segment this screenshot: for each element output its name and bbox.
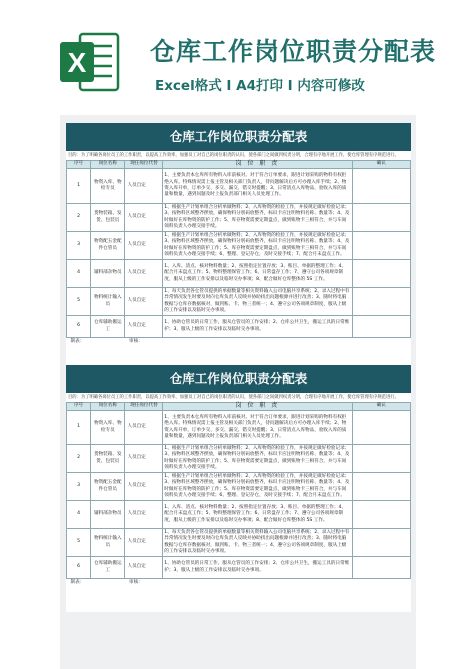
sign-row [67, 579, 411, 588]
sheet-page-1 [66, 123, 411, 376]
banner [0, 0, 474, 104]
row-duty: 1、入库、清点、核对物料数量；2、按照指定位置存放；3、账目、单据的整理工作；4、配合月末盘点工作；5、物料整理保管工作；6、日常盘存工作；7、遵守公司各项规章制度，服从上级的工作安排以及临时交办事项；8、配合做好仓库整体的 5S 工作。 [163, 260, 352, 288]
row-position: 物资配五金配件仓管员 [91, 232, 125, 260]
header-confirm: 确认 [352, 161, 411, 169]
row-position: 物资配五金配件仓管员 [91, 473, 125, 501]
row-num: 4 [67, 260, 91, 288]
row-confirm[interactable] [352, 204, 411, 232]
table-row [67, 529, 411, 557]
row-duty: 1、入库、清点、核对物料数量；2、按照指定位置存放；3、账目、单据的整理工作；4、配合月末盘点工作；5、物料整理保管工作；6、日常盘存工作；7、遵守公司各项规章制度，服从上级的工作安排以及临时交办事项；8、配合做好仓库整体的 5S 工作。 [163, 501, 352, 529]
row-dept: 人员自定 [125, 501, 163, 529]
row-dept: 人员自定 [125, 232, 163, 260]
row-confirm[interactable] [352, 316, 411, 338]
row-num: 1 [67, 411, 91, 445]
sheet-title: 仓库工作岗位职责分配表 [66, 365, 411, 393]
row-duty: 1、协助仓管员的日常工作，服从仓管员的工作安排；2、仓库公共卫生，搬运工具的日常维护；3、服从上级的工作安排以及临时交办事项。 [163, 557, 352, 579]
row-position: 物资入库、物检专员 [91, 169, 125, 204]
row-dept: 人员自定 [125, 411, 163, 445]
header-confirm: 确认 [352, 403, 411, 411]
row-dept: 人员自定 [125, 204, 163, 232]
row-confirm[interactable] [352, 501, 411, 529]
row-position: 辅料部杂物员 [91, 260, 125, 288]
row-dept: 人员自定 [125, 529, 163, 557]
sign-row [67, 338, 411, 347]
row-position: 货物装箱、发货、包装员 [91, 204, 125, 232]
row-confirm[interactable] [352, 232, 411, 260]
row-duty: 1、每天负责各仓管员提供的单据数量等相关资料输入公司电脑共享系统；2、录入过程中有异常情况发生时要及时向仓库负责人反映并协助找出问题根源并进行改善；3、随时将电脑数据与仓库存数据核对，做到账、卡、物三者统一；4、遵守公司各项规章制度，服从上级的工作安排以及临时交办事项。 [163, 288, 352, 316]
maker-label: 制表： [70, 339, 85, 345]
header-num: 序号 [67, 403, 91, 411]
row-position: 物资入库、物检专员 [91, 411, 125, 445]
header-position: 岗位名称 [91, 403, 125, 411]
row-duty: 1、主要负责本仓库所有物料入库前核对。对于符合订单要求，跟进计划采购的物料有权拒绝入库。特殊情况需上报主管及相关部门负责人，待问题解决后方可办理入库手续；2、物资入库开单，订单少交、多交、漏交、错交时提醒；3、日常清点入库物品，验收入库的质量和数量，遇到问题及时上报负责部门相关人员处理工作。 [163, 411, 352, 445]
row-position: 物料统计输入员 [91, 288, 125, 316]
row-duty: 1、根据生产计划单组合分析单做物料；2、入库物资的检验工作，并按规定做好检验记录；3、按物料区域整齐摆放，确保物料分别码放整齐，标识卡应注明物料名称、数量等；4、及时做好在库物资的防护工作；5、库存物资需要定期盘点，做到账物卡三相符合，并与车间领料负责人办理交接手续。 [163, 204, 352, 232]
table-row [67, 501, 411, 529]
row-position: 仓库辅助搬运工 [91, 316, 125, 338]
reviewer-label: 审核： [128, 339, 143, 345]
banner-subtitle: Excel格式 I A4打印 I 内容可修改 [155, 78, 365, 94]
row-duty: 1、根据生产计划单组合分析单做物料；2、入库物资的检验工作，并按规定做好检验记录；3、按物料区域整齐摆放，确保物料分别码放整齐，标识卡应注明物料名称、数量等；4、及时做好在库物资的防护工作；5、库存物资需要定期盘点，做到账物卡三相符合，并与车间领料负责人办理交接手续。 [163, 445, 352, 473]
reviewer-label: 审核： [128, 580, 143, 586]
row-dept: 人员自定 [125, 557, 163, 579]
header-dept: 现任岗位代替 [125, 161, 163, 169]
row-confirm[interactable] [352, 445, 411, 473]
row-dept: 人员自定 [125, 260, 163, 288]
sheet-title: 仓库工作岗位职责分配表 [66, 123, 411, 151]
duty-table [66, 402, 411, 588]
row-dept: 人员自定 [125, 473, 163, 501]
row-dept: 人员自定 [125, 445, 163, 473]
banner-title: 仓库工作岗位职责分配表 [150, 37, 437, 66]
row-duty: 1、根据生产计划单组合分析单做物料；2、入库物资的检验工作，并按规定做好检验记录；3、按物料区域整齐摆放，确保物料分别码放整齐，标识卡应注明物料名称、数量等；4、及时做好在库物资的防护工作；5、库存物资需要定期盘点，做到账物卡三相符合，并与车间领料负责人办理交接手续；6、整理、登记存仓，及时交接手续；7、配合月末盘点工作。 [163, 473, 352, 501]
row-dept: 人员自定 [125, 169, 163, 204]
row-duty: 1、主要负责本仓库所有物料入库前核对。对于符合订单要求，跟进计划采购的物料有权拒绝入库。特殊情况需上报主管及相关部门负责人，待问题解决后方可办理入库手续；2、物资入库开单，订单少交、多交、漏交、错交时提醒；3、日常清点入库物品，验收入库的质量和数量，遇到问题及时上报负责部门相关人员处理工作。 [163, 169, 352, 204]
row-position: 仓库辅助搬运工 [91, 557, 125, 579]
header-position: 岗位名称 [91, 161, 125, 169]
table-row [67, 204, 411, 232]
row-num: 2 [67, 445, 91, 473]
header-duty: 岗 位 职 责 [163, 161, 352, 169]
row-num: 6 [67, 316, 91, 338]
row-num: 4 [67, 501, 91, 529]
excel-icon [58, 30, 120, 94]
row-duty: 1、根据生产计划单组合分析单做物料；2、入库物资的检验工作，并按规定做好检验记录；3、按物料区域整齐摆放，确保物料分别码放整齐，标识卡应注明物料名称、数量等；4、及时做好在库物资的防护工作；5、库存物资需要定期盘点，做到账物卡三相符合，并与车间领料负责人办理交接手续；6、整理、登记存仓，及时交接手续；7、配合月末盘点工作。 [163, 232, 352, 260]
row-confirm[interactable] [352, 557, 411, 579]
header-num: 序号 [67, 161, 91, 169]
row-confirm[interactable] [352, 169, 411, 204]
row-position: 辅料部杂物员 [91, 501, 125, 529]
table-row [67, 473, 411, 501]
table-row [67, 411, 411, 445]
header-duty: 岗 位 职 责 [163, 403, 352, 411]
row-confirm[interactable] [352, 411, 411, 445]
svg-text:X: X [67, 47, 87, 78]
table-row [67, 260, 411, 288]
row-confirm[interactable] [352, 473, 411, 501]
row-dept: 人员自定 [125, 316, 163, 338]
table-row [67, 232, 411, 260]
table-header-row [67, 403, 411, 411]
sheet-purpose: 目的：为了明确各岗位员工的工作职责，以提高工作效率，加强员工对自己的岗位职责的认识，使各部门之间做到权责分明，合理有序地开展工作，使仓库管理有序规范进行。 [68, 153, 399, 158]
row-num: 2 [67, 204, 91, 232]
row-duty: 1、每天负责各仓管员提供的单据数量等相关资料输入公司电脑共享系统；2、录入过程中有异常情况发生时要及时向仓库负责人反映并协助找出问题根源并进行改善；3、随时将电脑数据与仓库存数据核对，做到账、卡、物三者统一；4、遵守公司各项规章制度，服从上级的工作安排以及临时交办事项。 [163, 529, 352, 557]
sheet-page-2 [66, 365, 411, 612]
row-position: 物料统计输入员 [91, 529, 125, 557]
table-row [67, 288, 411, 316]
row-confirm[interactable] [352, 260, 411, 288]
row-dept: 人员自定 [125, 288, 163, 316]
row-num: 5 [67, 529, 91, 557]
row-num: 1 [67, 169, 91, 204]
row-num: 6 [67, 557, 91, 579]
row-confirm[interactable] [352, 529, 411, 557]
row-confirm[interactable] [352, 288, 411, 316]
table-row [67, 557, 411, 579]
maker-label: 制表： [70, 580, 85, 586]
row-position: 货物装箱、发货、包装员 [91, 445, 125, 473]
table-row [67, 169, 411, 204]
row-num: 3 [67, 473, 91, 501]
row-duty: 1、协助仓管员的日常工作，服从仓管员的工作安排；2、仓库公共卫生，搬运工具的日常维护；3、服从上级的工作安排以及临时交办事项。 [163, 316, 352, 338]
header-dept: 现任岗位代替 [125, 403, 163, 411]
sheet-purpose: 目的：为了明确各岗位员工的工作职责，以提高工作效率，加强员工对自己的岗位职责的认识，使各部门之间做到权责分明，合理有序地开展工作，使仓库管理有序规范进行。 [68, 395, 399, 400]
row-num: 5 [67, 288, 91, 316]
row-num: 3 [67, 232, 91, 260]
table-row [67, 445, 411, 473]
table-row [67, 316, 411, 338]
duty-table [66, 160, 411, 347]
table-header-row [67, 161, 411, 169]
